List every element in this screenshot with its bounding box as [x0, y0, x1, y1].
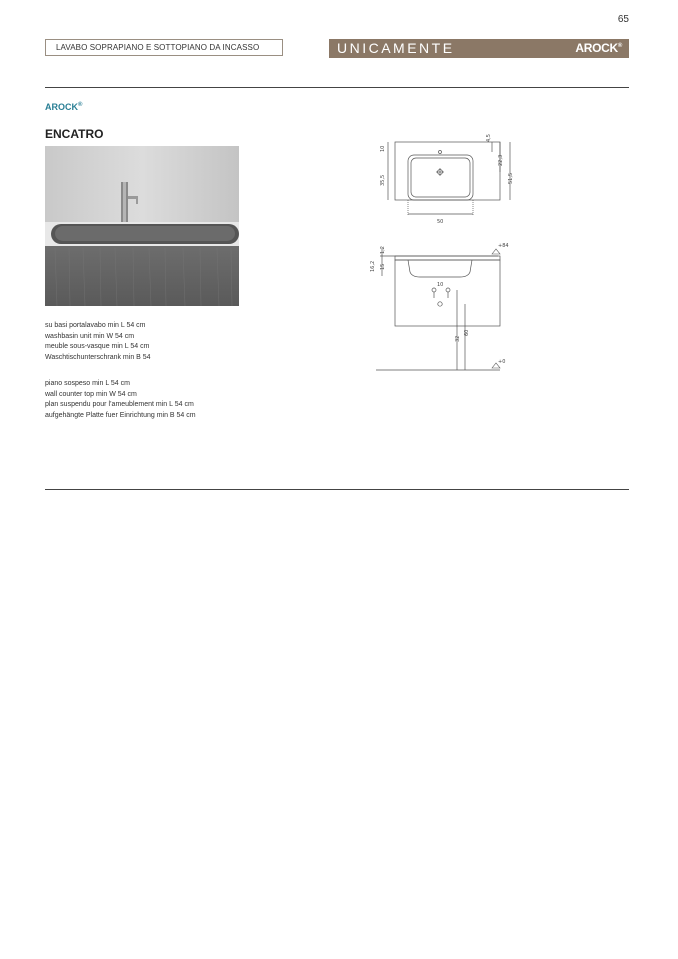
collection-band	[329, 39, 629, 58]
dim-label: 32	[455, 335, 461, 342]
category-label: LAVABO SOPRAPIANO E SOTTOPIANO DA INCASSO	[45, 39, 283, 56]
dim-label: 10	[437, 282, 444, 288]
spec-line: wall counter top min W 54 cm	[45, 390, 137, 398]
spec-line: su basi portalavabo min L 54 cm	[45, 322, 146, 329]
dim-label: 4,5	[486, 134, 492, 142]
technical-drawing	[360, 130, 520, 375]
brand-label-mark: ®	[78, 102, 83, 108]
brand-label-text: AROCK	[45, 102, 78, 112]
page-number: 65	[617, 14, 629, 25]
dim-label: 51,5	[508, 172, 514, 184]
spec-base-units	[45, 321, 151, 363]
product-photo	[45, 146, 239, 306]
spec-counter-tops	[45, 379, 196, 421]
brand-logo	[575, 41, 622, 55]
spec-line: piano sospeso min L 54 cm	[45, 380, 130, 387]
dim-label: 50	[437, 219, 444, 225]
bottom-divider	[45, 489, 629, 490]
collection-title: UNICAMENTE	[337, 40, 455, 56]
spec-line: meuble sous-vasque min L 54 cm	[45, 343, 150, 350]
brand-logo-mark: ®	[617, 43, 622, 49]
dim-label: 16,2	[370, 260, 376, 272]
top-divider	[45, 87, 629, 88]
level-label: +0	[498, 359, 506, 365]
dim-label: 22,3	[498, 154, 504, 166]
spec-line: aufgehängte Platte fuer Einrichtung min B 54 cm	[45, 411, 196, 419]
level-marker	[492, 249, 500, 368]
brand-logo-text: AROCK	[575, 41, 618, 55]
dim-label: 60	[464, 329, 470, 336]
brand-label	[45, 102, 82, 112]
spec-line: Waschtischunterschrank min B 54	[45, 353, 151, 361]
dim-label: 15	[380, 263, 386, 270]
product-name: ENCATRO	[45, 127, 104, 141]
dim-label: 10	[380, 145, 386, 152]
spec-line: washbasin unit min W 54 cm	[45, 332, 135, 340]
side-view	[376, 248, 500, 370]
level-label: +84	[498, 243, 509, 249]
dim-label: 1,2	[380, 246, 386, 254]
spec-line: plan suspendu pour l’ameublement min L 54 cm	[45, 401, 194, 408]
dim-label: 35,5	[380, 174, 386, 186]
plan-view	[388, 142, 510, 216]
